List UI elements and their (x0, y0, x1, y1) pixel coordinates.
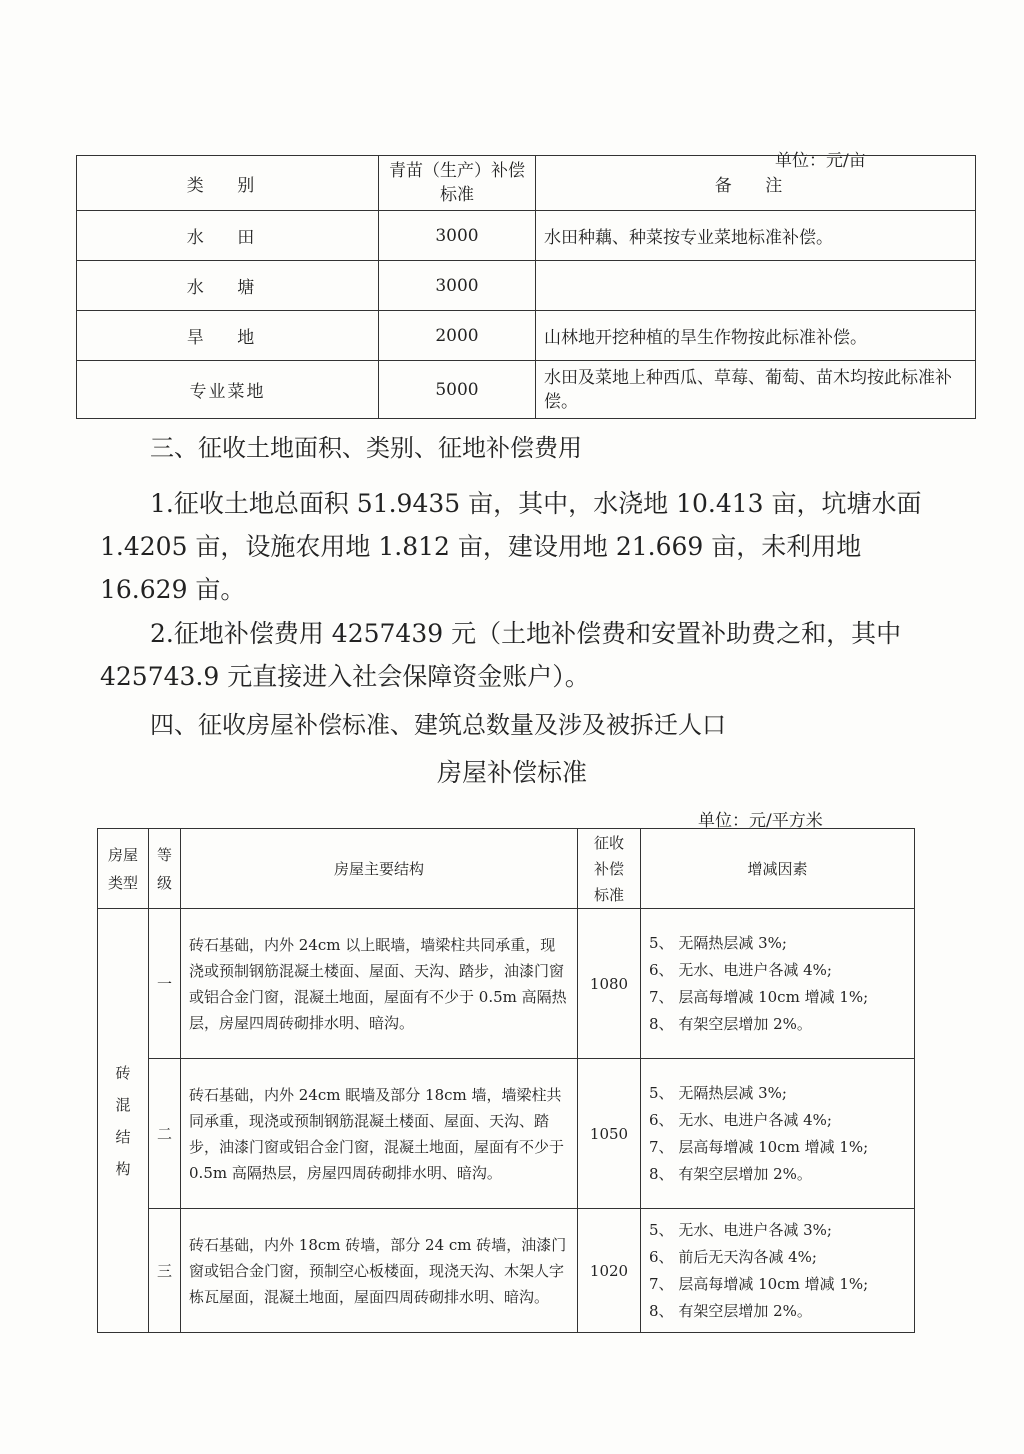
table2-unit: 单位：元/平方米 (698, 811, 823, 831)
row-note: 水田种藕、种菜按专业菜地标准补偿。 (536, 211, 976, 261)
section3-heading: 三、征收土地面积、类别、征地补偿费用 (150, 434, 582, 462)
table-row (98, 909, 915, 1059)
header-standard: 征收补偿标准 (578, 829, 641, 909)
row-structure: 砖石基础，内外 18cm 砖墙，部分 24 cm 砖墙，油漆门窗或铝合金门窗，预制空心板楼面，现浇天沟、木架人字栋瓦屋面，混凝土地面，屋面四周砖砌排水明、暗沟。 (181, 1209, 578, 1333)
row-standard: 1050 (578, 1059, 641, 1209)
table-header-row (98, 829, 915, 909)
row-structure: 砖石基础，内外 24cm 眠墙及部分 18cm 墙，墙梁柱共同承重，现浇或预制钢筋混凝土楼面、屋面、天沟、踏步，油漆门窗或铝合金门窗，混凝土地面，屋面有不少于 0.5m 高隔热层，房屋四周砖砌排水明、暗沟。 (181, 1059, 578, 1209)
factor-item: 7、 层高每增减 10cm 增减 1%; (649, 987, 869, 1006)
header-standard: 青苗（生产）补偿标准 (379, 156, 536, 211)
row-note (536, 261, 976, 311)
row-grade: 三 (149, 1209, 181, 1333)
seedling-compensation-table (76, 155, 976, 419)
factor-item: 6、 无水、电进户各减 4%; (649, 960, 832, 979)
row-standard: 3000 (379, 211, 536, 261)
table-header-row (77, 156, 976, 211)
factor-item: 8、 有架空层增加 2%。 (649, 1164, 812, 1183)
factor-item: 6、 前后无天沟各减 4%; (649, 1247, 817, 1266)
type-label: 砖混结构 (115, 1063, 131, 1178)
row-factors (641, 909, 915, 1059)
table-row (77, 211, 976, 261)
row-grade: 二 (149, 1059, 181, 1209)
row-category: 水 塘 (77, 261, 379, 311)
type-cell (98, 909, 149, 1333)
table2-title: 房屋补偿标准 (436, 758, 587, 787)
header-factors: 增减因素 (641, 829, 915, 909)
row-grade: 一 (149, 909, 181, 1059)
row-factors (641, 1209, 915, 1333)
factor-item: 5、 无隔热层减 3%; (649, 1083, 787, 1102)
row-category: 旱 地 (77, 311, 379, 361)
header-category: 类 别 (77, 156, 379, 211)
header-note: 备 注 (536, 156, 976, 211)
section4-heading: 四、征收房屋补偿标准、建筑总数量及涉及被拆迁人口 (150, 711, 726, 739)
row-category: 专业菜地 (77, 361, 379, 419)
row-standard: 1020 (578, 1209, 641, 1333)
factor-item: 7、 层高每增减 10cm 增减 1%; (649, 1137, 869, 1156)
table-row (98, 1209, 915, 1333)
table-row (77, 311, 976, 361)
factor-item: 8、 有架空层增加 2%。 (649, 1014, 812, 1033)
header-structure: 房屋主要结构 (181, 829, 578, 909)
table1-unit: 单位：元/亩 (775, 151, 866, 171)
row-structure: 砖石基础，内外 24cm 以上眠墙，墙梁柱共同承重，现浇或预制钢筋混凝土楼面、屋面、天沟、踏步，油漆门窗或铝合金门窗，混凝土地面，屋面有不少于 0.5m 高隔热层，房屋四周砖砌排水明、暗沟。 (181, 909, 578, 1059)
row-standard: 1080 (578, 909, 641, 1059)
table-row (98, 1059, 915, 1209)
table-row (77, 261, 976, 311)
table-row (77, 361, 976, 419)
row-standard: 5000 (379, 361, 536, 419)
row-note: 水田及菜地上种西瓜、草莓、葡萄、苗木均按此标准补偿。 (536, 361, 976, 419)
factor-item: 7、 层高每增减 10cm 增减 1%; (649, 1274, 869, 1293)
row-note: 山林地开挖种植的旱生作物按此标准补偿。 (536, 311, 976, 361)
house-compensation-table (97, 828, 915, 1333)
header-type: 房屋类型 (98, 829, 149, 909)
factor-item: 5、 无隔热层减 3%; (649, 933, 787, 952)
factor-item: 8、 有架空层增加 2%。 (649, 1301, 812, 1320)
row-factors (641, 1059, 915, 1209)
row-standard: 3000 (379, 261, 536, 311)
section3-paragraph-1: 1.征收土地总面积 51.9435 亩，其中，水浇地 10.413 亩，坑塘水面 1.4205 亩，设施农用地 1.812 亩，建设用地 21.669 亩，未利用地 16.629 亩。 (100, 489, 922, 604)
header-grade: 等级 (149, 829, 181, 909)
row-category: 水 田 (77, 211, 379, 261)
factor-item: 6、 无水、电进户各减 4%; (649, 1110, 832, 1129)
row-standard: 2000 (379, 311, 536, 361)
factor-item: 5、 无水、电进户各减 3%; (649, 1220, 832, 1239)
section3-paragraph-2: 2.征地补偿费用 4257439 元（土地补偿费和安置补助费之和，其中 425743.9 元直接进入社会保障资金账户）。 (100, 619, 902, 691)
